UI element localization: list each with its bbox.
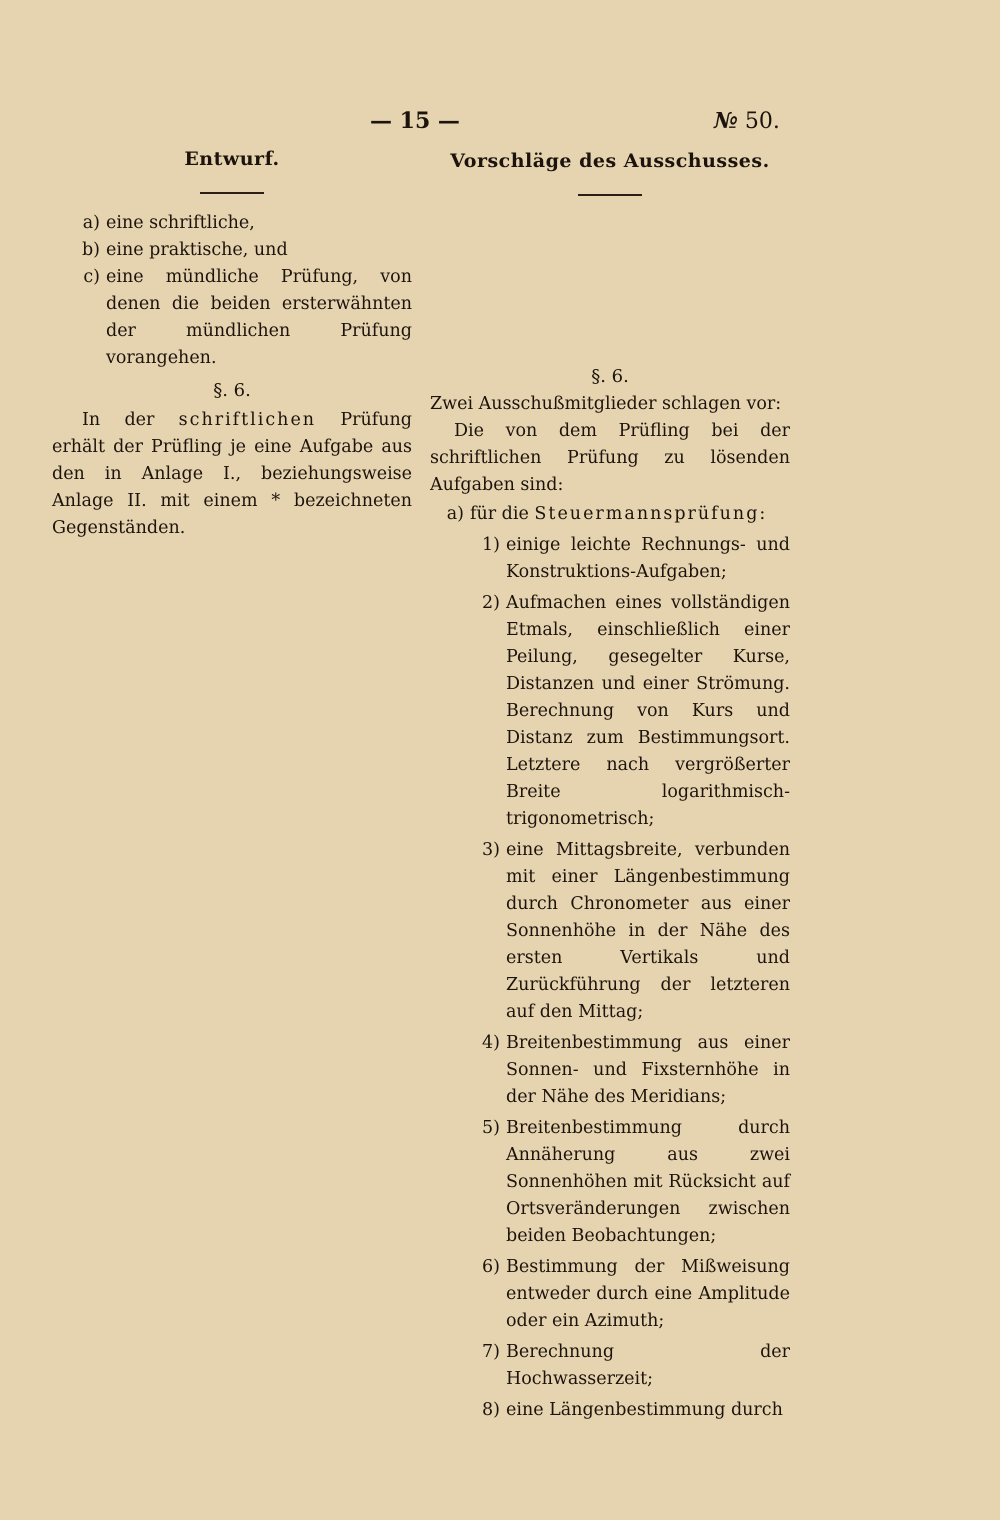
title-divider: [200, 192, 264, 194]
title-divider: [578, 194, 642, 196]
sub-heading-emphasis: Steuermannsprüfung:: [534, 504, 768, 524]
numero-symbol: №: [714, 108, 738, 134]
list-item-text: Aufmachen eines vollständigen Etmals, einschließlich einer Peilung, gesegelter Kurse, Distanzen und einer Strömung. Berechnung von Kurs und Distanz zum Bestimmungsort. Letztere nach vergrößerter Breite logarithmisch-trigonometrisch;: [506, 593, 790, 829]
list-item: [430, 590, 790, 833]
list-item-label: 1): [482, 535, 500, 555]
list-item-label: a): [82, 213, 100, 233]
list-item-label: 7): [482, 1342, 500, 1362]
section-heading: §. 6.: [213, 380, 251, 401]
list-item: [430, 837, 790, 1026]
section-paragraph: [52, 407, 412, 542]
left-column: [52, 148, 412, 542]
list-item-label: 4): [482, 1033, 500, 1053]
paragraph-emphasis: schriftlichen: [178, 410, 317, 430]
right-column: [430, 150, 790, 1424]
right-column-title: Vorschläge des Ausschusses.: [450, 150, 770, 172]
list-item-text: eine praktische, und: [106, 240, 288, 260]
list-item: [52, 264, 412, 372]
sub-heading-lead: für die: [470, 504, 529, 524]
list-item-label: 2): [482, 593, 500, 613]
list-item-text: eine Mittagsbreite, verbunden mit einer Längenbestimmung durch Chronometer aus einer Sonnenhöhe in der Nähe des ersten Vertikals und Zurückführung der letzteren auf den Mittag;: [506, 840, 790, 1022]
list-item-text: Breitenbestimmung aus einer Sonnen- und Fixsternhöhe in der Nähe des Meridians;: [506, 1033, 790, 1107]
list-item-label: 5): [482, 1118, 500, 1138]
list-item: [430, 1339, 790, 1393]
intro-line: Zwei Ausschußmitglieder schlagen vor:: [430, 394, 782, 414]
list-item-text: Bestimmung der Mißweisung entweder durch eine Amplitude oder ein Azimuth;: [506, 1257, 790, 1331]
list-item-label: 8): [482, 1400, 500, 1420]
document-number-value: 50.: [744, 109, 780, 134]
paragraph-rest: Prüfung erhält der Prüfling je eine Aufgabe aus den in Anlage I., beziehungsweise Anlage II. mit einem * bezeichneten Gegenständen.: [52, 410, 412, 538]
list-item-label: b): [81, 240, 100, 260]
list-item: [52, 237, 412, 264]
list-item-text: einige leichte Rechnungs- und Konstruktions-Aufgaben;: [506, 535, 790, 582]
section-heading: §. 6.: [591, 366, 629, 387]
list-item: [430, 1030, 790, 1111]
list-item-label: 3): [482, 840, 500, 860]
list-item-text: Berechnung der Hochwasserzeit;: [506, 1342, 790, 1389]
list-item: [430, 532, 790, 586]
list-item-text: eine Längenbestimmung durch: [506, 1400, 783, 1420]
document-number: [714, 108, 780, 134]
list-item: [430, 1115, 790, 1250]
paragraph-lead: In der: [82, 410, 155, 430]
list-item-label: 6): [482, 1257, 500, 1277]
page-number: — 15 —: [370, 108, 460, 134]
list-item-label: c): [83, 267, 100, 287]
sub-heading-label: a): [446, 504, 464, 524]
section-paragraph: Die von dem Prüfling bei der schriftlichen Prüfung zu lösenden Aufgaben sind:: [430, 421, 790, 495]
list-item-text: eine schriftliche,: [106, 213, 255, 233]
list-item: [430, 1397, 790, 1424]
list-item: [430, 1254, 790, 1335]
list-item-text: eine mündliche Prüfung, von denen die beiden ersterwähnten der mündlichen Prüfung vorangehen.: [106, 267, 412, 368]
page-header: [0, 108, 1000, 138]
list-item-text: Breitenbestimmung durch Annäherung aus zwei Sonnenhöhen mit Rücksicht auf Ortsveränderungen zwischen beiden Beobachtungen;: [506, 1118, 790, 1246]
left-column-title: Entwurf.: [184, 148, 280, 170]
sub-heading-text: [470, 501, 790, 528]
sub-heading: [430, 501, 790, 528]
list-item: [52, 210, 412, 237]
